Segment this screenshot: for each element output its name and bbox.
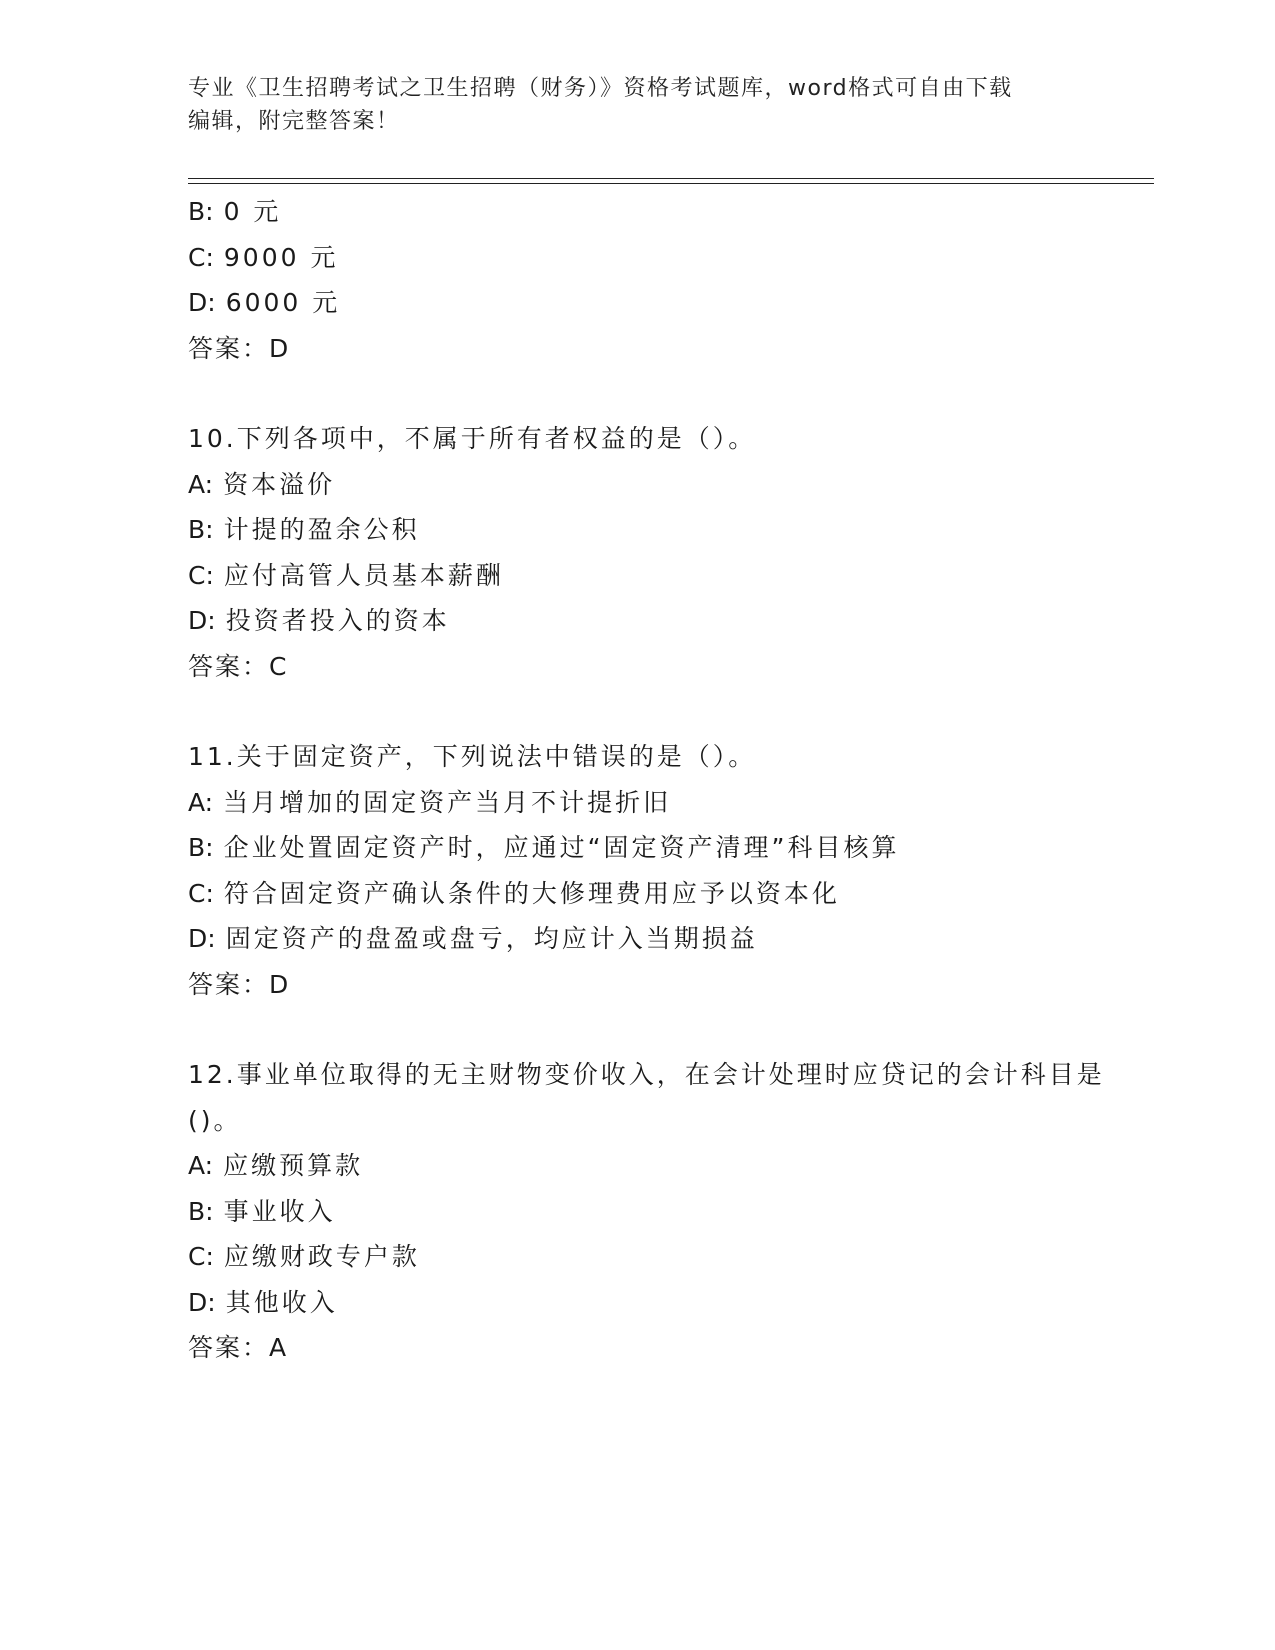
- option-text: 应缴预算款: [223, 1151, 364, 1180]
- option-label: A:: [188, 469, 214, 499]
- question-list: [188, 189, 1148, 1371]
- question-title: 11.关于固定资产，下列说法中错误的是（）。: [188, 742, 757, 771]
- header-line-2: 编辑，附完整答案！: [188, 109, 400, 134]
- option-c: [188, 235, 1148, 281]
- option-label: B:: [188, 197, 214, 226]
- option-label: C:: [188, 242, 214, 272]
- option-text: 企业处置固定资产时，应通过“固定资产清理”科目核算: [223, 833, 900, 862]
- option-label: D:: [188, 606, 216, 635]
- header-line-1: 专业《卫生招聘考试之卫生招聘（财务）》资格考试题库，word格式可自由下载: [188, 76, 1013, 101]
- option-label: D:: [188, 924, 216, 953]
- answer-line: 答案：D: [188, 969, 291, 999]
- question-title: 10.下列各项中，不属于所有者权益的是（）。: [188, 424, 757, 453]
- option-label: D:: [188, 1287, 216, 1317]
- option-c: [188, 871, 1148, 917]
- header-rule-bottom: [188, 183, 1154, 184]
- option-label: C:: [188, 560, 214, 590]
- option-text: 9000 元: [223, 242, 339, 272]
- option-label: A:: [188, 787, 214, 817]
- option-b: [188, 1189, 1148, 1235]
- question-block-12: [188, 1052, 1148, 1371]
- option-a: [188, 462, 1148, 508]
- answer-line: 答案：D: [188, 333, 291, 363]
- spacer: [188, 371, 1148, 416]
- question-block-11: [188, 734, 1148, 1007]
- option-label: B:: [188, 1196, 214, 1226]
- option-label: B:: [188, 515, 214, 544]
- option-b: [188, 507, 1148, 553]
- option-label: C:: [188, 1242, 214, 1271]
- option-d: [188, 598, 1148, 644]
- option-text: 应付高管人员基本薪酬: [223, 560, 504, 590]
- option-text: 应缴财政专户款: [223, 1242, 420, 1271]
- option-label: A:: [188, 1151, 214, 1180]
- option-a: [188, 1143, 1148, 1189]
- header-rule-top: [188, 178, 1154, 179]
- option-label: D:: [188, 288, 216, 317]
- option-c: [188, 553, 1148, 599]
- option-d: [188, 280, 1148, 326]
- option-text: 符合固定资产确认条件的大修理费用应予以资本化: [223, 878, 840, 908]
- question-title: 12.事业单位取得的无主财物变价收入，在会计处理时应贷记的会计科目是()。: [188, 1060, 1105, 1135]
- question-block-10: [188, 416, 1148, 689]
- option-text: 当月增加的固定资产当月不计提折旧: [223, 787, 672, 817]
- option-d: [188, 916, 1148, 962]
- answer-line: 答案：A: [188, 1333, 289, 1362]
- option-b: [188, 825, 1148, 871]
- answer-line: 答案：C: [188, 651, 289, 681]
- option-text: 0 元: [223, 197, 282, 226]
- option-text: 固定资产的盘盈或盘亏，均应计入当期损益: [225, 924, 758, 953]
- option-a: [188, 780, 1148, 826]
- option-text: 投资者投入的资本: [225, 606, 450, 635]
- option-text: 事业收入: [223, 1196, 336, 1226]
- page-header: [188, 72, 1088, 138]
- option-text: 计提的盈余公积: [223, 515, 420, 544]
- spacer: [188, 1007, 1148, 1052]
- prev-question-block: [188, 189, 1148, 371]
- option-d: [188, 1280, 1148, 1326]
- spacer: [188, 689, 1148, 734]
- option-label: C:: [188, 878, 214, 908]
- option-text: 资本溢价: [223, 469, 336, 499]
- option-label: B:: [188, 833, 214, 862]
- option-b: [188, 189, 1148, 235]
- option-c: [188, 1234, 1148, 1280]
- option-text: 其他收入: [225, 1287, 338, 1317]
- option-text: 6000 元: [225, 288, 341, 317]
